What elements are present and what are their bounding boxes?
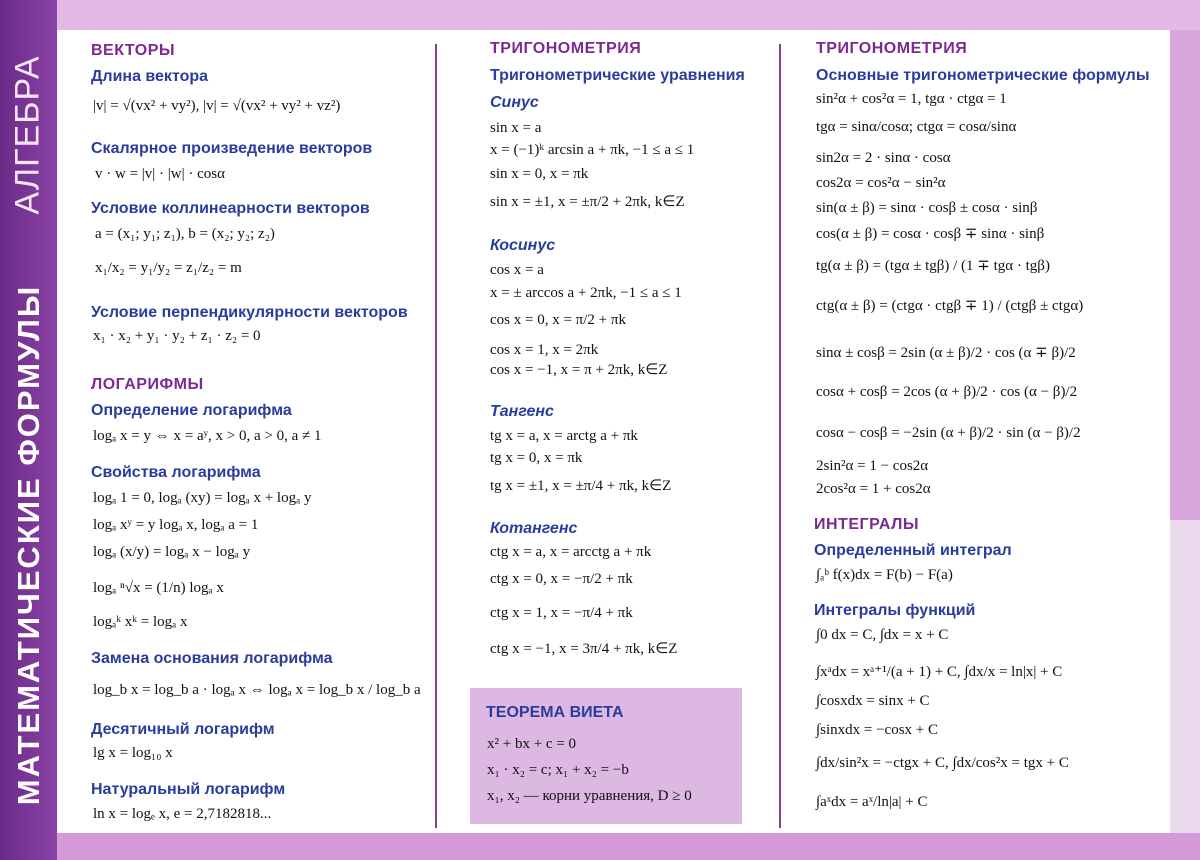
- formula: x = ± arccos a + 2πk, −1 ≤ a ≤ 1: [490, 285, 682, 301]
- formula: x₁, x₂ — корни уравнения, D ≥ 0: [487, 788, 692, 804]
- section-heading-trig: ТРИГОНОМЕТРИЯ: [490, 40, 642, 57]
- formula: lg x = log₁₀ x: [93, 745, 173, 761]
- formula: sin(α ± β) = sinα · cosβ ± cosα · sinβ: [816, 200, 1038, 216]
- formula: a = (x₁; y₁; z₁), b = (x₂; y₂; z₂): [95, 226, 275, 242]
- topic-title: Свойства логарифма: [91, 464, 261, 481]
- formula: sinα ± cosβ = 2sin (α ± β)/2 · cos (α ∓ β)/2: [816, 345, 1076, 361]
- formula: cosα − cosβ = −2sin (α + β)/2 · sin (α − β)/2: [816, 425, 1081, 441]
- formula: sin x = 0, x = πk: [490, 166, 589, 182]
- formula: logₐ (x/y) = logₐ x − logₐ y: [93, 544, 251, 560]
- formula: ∫dx/sin²x = −ctgx + C, ∫dx/cos²x = tgx + C: [816, 755, 1069, 771]
- topic-title: Условие коллинеарности векторов: [91, 200, 370, 217]
- section-heading-vectors: ВЕКТОРЫ: [91, 42, 176, 59]
- formula: x = (−1)ᵏ arcsin a + πk, −1 ≤ a ≤ 1: [490, 142, 695, 158]
- formula: |v| = √(vx² + vy²), |v| = √(vx² + vy² + vz²): [93, 98, 341, 114]
- formula: x² + bx + c = 0: [487, 736, 577, 752]
- section-heading-trig: ТРИГОНОМЕТРИЯ: [816, 40, 968, 57]
- subject-label: АЛГЕБРА: [8, 55, 47, 215]
- formula: cos x = 1, x = 2πk: [490, 342, 599, 358]
- formula: logₐ x = y ⇔ x = aʸ, x > 0, a > 0, a ≠ 1: [93, 428, 322, 444]
- trig-subtitle-cotangent: Котангенс: [490, 520, 578, 537]
- page-bottom-strip: [0, 833, 1200, 860]
- formula: x₁ · x₂ + y₁ · y₂ + z₁ · z₂ = 0: [93, 328, 261, 344]
- topic-title: Скалярное произведение векторов: [91, 140, 373, 157]
- formula: ∫cosxdx = sinx + C: [816, 693, 930, 709]
- formula: x₁ · x₂ = c; x₁ + x₂ = −b: [487, 762, 629, 778]
- topic-title: Натуральный логарифм: [91, 781, 286, 798]
- left-title-band: [0, 0, 57, 860]
- formula: logₐ 1 = 0, logₐ (xy) = logₐ x + logₐ y: [93, 490, 312, 506]
- formula: ctg x = a, x = arcctg a + πk: [490, 544, 652, 560]
- topic-title: Интегралы функций: [814, 602, 976, 619]
- formula: 2sin²α = 1 − cos2α: [816, 458, 929, 474]
- topic-title: Длина вектора: [91, 68, 209, 85]
- formula: logₐᵏ xᵏ = logₐ x: [93, 614, 188, 630]
- formula: ∫sinxdx = −cosx + C: [816, 722, 938, 738]
- column-trig-formulas-integrals: [781, 30, 1170, 833]
- formula: cos x = 0, x = π/2 + πk: [490, 312, 626, 328]
- formula: tg x = ±1, x = ±π/4 + πk, k∈Z: [490, 478, 672, 494]
- formula: logₐ ⁿ√x = (1/n) logₐ x: [93, 580, 224, 596]
- formula: x₁/x₂ = y₁/y₂ = z₁/z₂ = m: [95, 260, 242, 276]
- formula: ∫ₐᵇ f(x)dx = F(b) − F(a): [816, 567, 953, 583]
- formula: ∫aˣdx = aˣ/ln|a| + C: [816, 794, 928, 810]
- topic-title: Основные тригонометрические формулы: [816, 67, 1150, 84]
- trig-subtitle-sine: Синус: [490, 94, 539, 111]
- formula: ctg x = 1, x = −π/4 + πk: [490, 605, 633, 621]
- formula: ∫0 dx = C, ∫dx = x + C: [816, 627, 949, 643]
- formula: sin2α = 2 · sinα · cosα: [816, 150, 951, 166]
- section-heading-logs: ЛОГАРИФМЫ: [91, 376, 204, 393]
- formula: ∫xᵃdx = xᵃ⁺¹/(a + 1) + C, ∫dx/x = ln|x| + C: [816, 664, 1063, 680]
- column-vectors-logs: [57, 30, 435, 833]
- formula: sin x = ±1, x = ±π/2 + 2πk, k∈Z: [490, 194, 685, 210]
- formula: cos x = a: [490, 262, 544, 278]
- topic-title: Определенный интеграл: [814, 542, 1012, 559]
- formula-card: [57, 30, 1170, 833]
- formula: cos(α ± β) = cosα · cosβ ∓ sinα · sinβ: [816, 226, 1045, 242]
- topic-title: Тригонометрические уравнения: [490, 67, 745, 84]
- section-heading-integrals: ИНТЕГРАЛЫ: [814, 516, 919, 533]
- formula: logₐ xʸ = y logₐ x, logₐ a = 1: [93, 517, 259, 533]
- formula: cosα + cosβ = 2cos (α + β)/2 · cos (α − β)/2: [816, 384, 1078, 400]
- formula: tg x = a, x = arctg a + πk: [490, 428, 638, 444]
- formula: log_b x = log_b a · logₐ x ⇔ logₐ x = log_b x / log_b a: [93, 682, 421, 698]
- trig-subtitle-tangent: Тангенс: [490, 403, 554, 420]
- topic-title: Замена основания логарифма: [91, 650, 333, 667]
- formula: ln x = logₑ x, e = 2,7182818...: [93, 806, 272, 822]
- topic-title: Десятичный логарифм: [91, 721, 275, 738]
- formula: sin²α + cos²α = 1, tgα · ctgα = 1: [816, 91, 1007, 107]
- formula: v · w = |v| · |w| · cosα: [95, 166, 225, 182]
- vieta-title: ТЕОРЕМА ВИЕТА: [486, 704, 624, 721]
- trig-subtitle-cosine: Косинус: [490, 237, 556, 254]
- formula: sin x = a: [490, 120, 542, 136]
- vieta-theorem-box: [470, 688, 742, 824]
- topic-title: Условие перпендикулярности векторов: [91, 304, 408, 321]
- formula: 2cos²α = 1 + cos2α: [816, 481, 931, 497]
- formula: ctg x = 0, x = −π/2 + πk: [490, 571, 633, 587]
- poster-title: МАТЕМАТИЧЕСКИЕ ФОРМУЛЫ: [11, 284, 46, 806]
- page-top-strip: [0, 0, 1200, 30]
- formula: cos x = −1, x = π + 2πk, k∈Z: [490, 362, 668, 378]
- formula: ctg(α ± β) = (ctgα · ctgβ ∓ 1) / (ctgβ ± ctgα): [816, 298, 1084, 314]
- formula: tgα = sinα/cosα; ctgα = cosα/sinα: [816, 119, 1017, 135]
- topic-title: Определение логарифма: [91, 402, 292, 419]
- formula: cos2α = cos²α − sin²α: [816, 175, 946, 191]
- formula: tg x = 0, x = πk: [490, 450, 583, 466]
- formula: ctg x = −1, x = 3π/4 + πk, k∈Z: [490, 641, 678, 657]
- formula: tg(α ± β) = (tgα ± tgβ) / (1 ∓ tgα · tgβ): [816, 258, 1050, 274]
